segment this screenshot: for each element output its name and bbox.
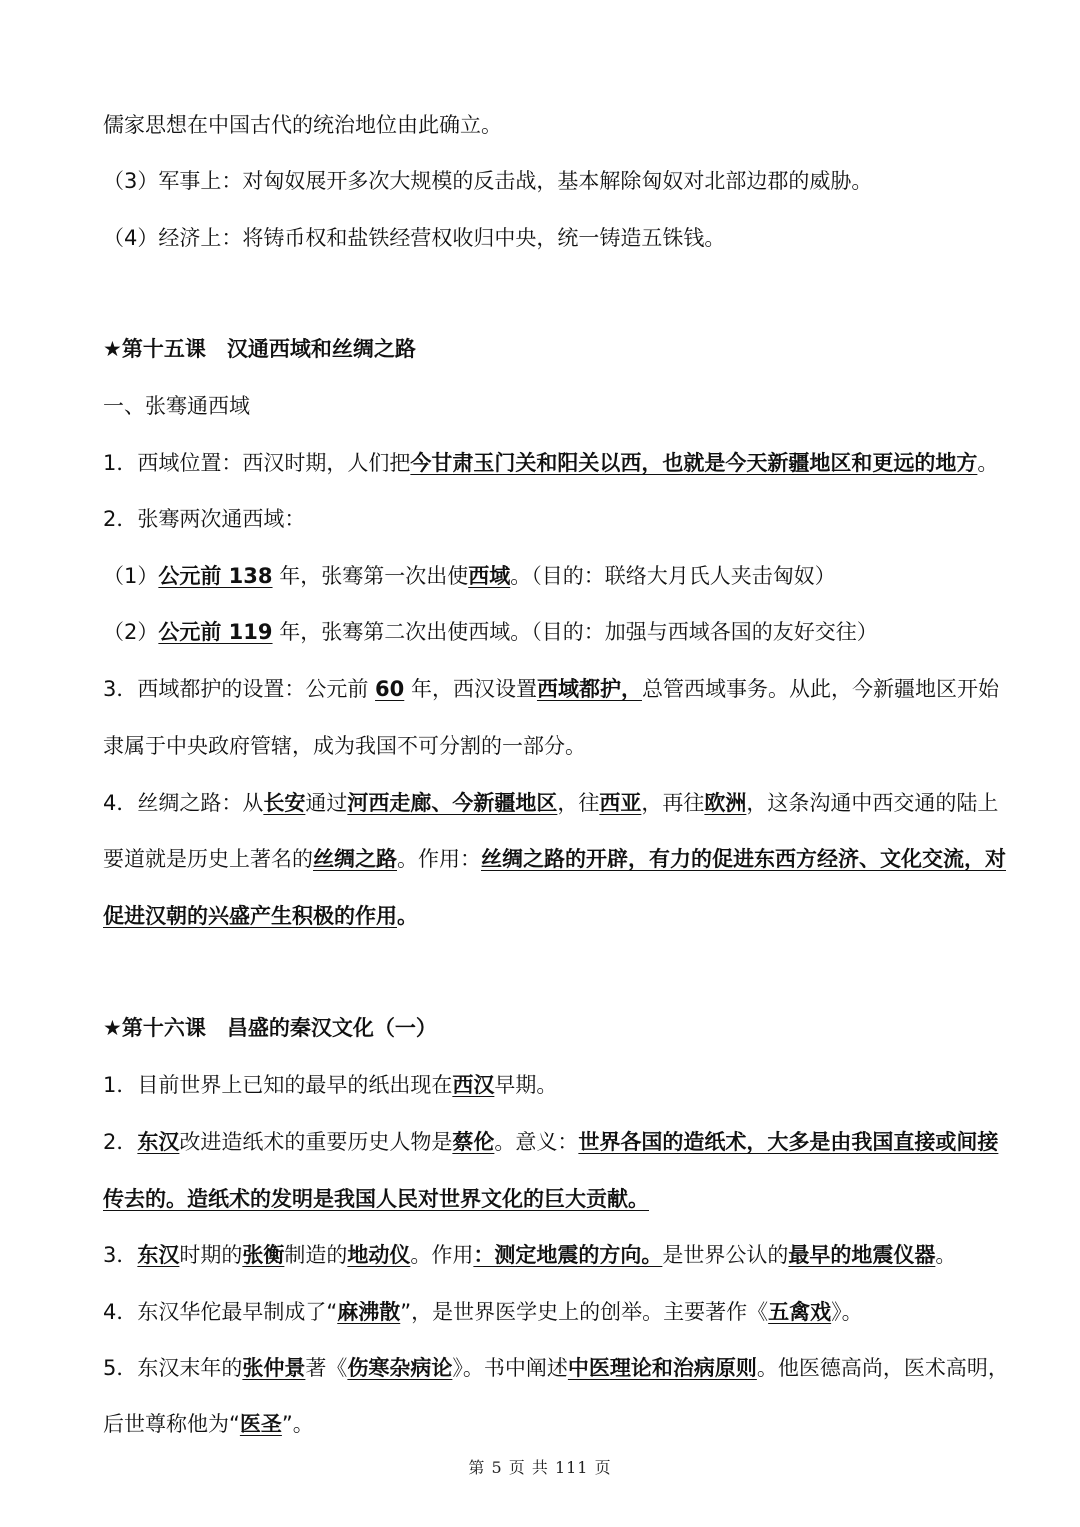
key-point: 张衡: [242, 1243, 285, 1267]
text: 4．东汉华佗最早制成了“: [103, 1300, 338, 1324]
key-point: 伤寒杂病论: [347, 1356, 453, 1380]
paragraph: [103, 448, 1040, 478]
paragraph: 隶属于中央政府管辖，成为我国不可分割的一部分。: [103, 734, 586, 758]
key-point: 西域: [468, 564, 511, 588]
key-point: 丝绸之路的开辟，有力的促进东西方经济、文化交流，对: [481, 847, 1006, 871]
text: 。: [977, 451, 999, 475]
text: （1）: [103, 564, 159, 588]
paragraph: [103, 674, 1040, 704]
key-point: 张仲景: [242, 1356, 306, 1380]
text: ”，是世界医学史上的创举。主要著作《: [400, 1300, 769, 1324]
key-point: 西域都护，: [536, 677, 642, 701]
text: 要道就是历史上著名的: [103, 847, 313, 871]
text: 总管西域事务。从此，今新疆地区开始: [641, 677, 999, 701]
key-point: 医圣: [239, 1412, 282, 1436]
text: 改进造纸术的重要历史人物是: [179, 1130, 453, 1154]
text: 。作用: [410, 1243, 474, 1267]
key-point: 丝绸之路: [313, 847, 397, 871]
paragraph: （3）军事上：对匈奴展开多次大规模的反击战，基本解除匈奴对北部边郡的威胁。: [103, 169, 873, 193]
text: 》。: [831, 1300, 863, 1324]
text: 年，张骞第二次出使西域。（目的：加强与西域各国的友好交往）: [272, 620, 878, 644]
text: 后世尊称他为“: [103, 1412, 240, 1436]
key-point: 公元前 119: [158, 620, 273, 644]
text: 著《: [305, 1356, 348, 1380]
text: 通过: [305, 791, 348, 815]
text: 时期的: [179, 1243, 243, 1267]
text: ，再往: [641, 791, 705, 815]
paragraph: [103, 561, 1040, 591]
key-point: 欧洲: [704, 791, 747, 815]
key-point: ：测定地震的方向。: [473, 1243, 663, 1267]
key-point: 东汉: [137, 1243, 180, 1267]
paragraph: [103, 788, 1040, 818]
key-point: 蔡伦: [452, 1130, 495, 1154]
text: 。: [935, 1243, 957, 1267]
key-point: 公元前 138: [158, 564, 273, 588]
key-point: 最早的地震仪器: [788, 1243, 936, 1267]
key-point: 西汉: [452, 1073, 495, 1097]
text: 》。书中阐述: [452, 1356, 568, 1380]
page-number-footer: 第 5 页 共 111 页: [468, 1458, 612, 1477]
paragraph: [103, 1353, 1040, 1383]
lesson-15-title: ★第十五课 汉通西域和丝绸之路: [103, 337, 416, 361]
text: （2）: [103, 620, 159, 644]
key-point: 60: [375, 677, 405, 701]
text: 4．丝绸之路：从: [103, 791, 264, 815]
key-point: 麻沸散: [337, 1300, 401, 1324]
text: 2．: [103, 1130, 138, 1154]
key-point: 中医理论和治病原则: [567, 1356, 757, 1380]
paragraph: [103, 1409, 1040, 1439]
paragraph: [103, 1240, 1040, 1270]
text: 。他医德高尚，医术高明，: [756, 1356, 1009, 1380]
key-point: 河西走廊、今新疆地区: [347, 791, 558, 815]
text: ”。: [281, 1412, 314, 1436]
paragraph: [103, 1127, 1040, 1157]
text: 1．西域位置：西汉时期，人们把: [103, 451, 411, 475]
key-point: 西亚: [599, 791, 642, 815]
key-point: 长安: [263, 791, 306, 815]
paragraph: [103, 1070, 1040, 1100]
text: 5．东汉末年的: [103, 1356, 243, 1380]
section-heading: 一、张骞通西域: [103, 394, 250, 418]
key-point: 传去的。造纸术的发明是我国人民对世界文化的巨大贡献。: [103, 1187, 649, 1211]
paragraph: [103, 901, 1040, 931]
key-point: 今甘肃玉门关和阳关以西，也就是今天新疆地区和更远的地方: [410, 451, 978, 475]
key-point: 地动仪: [347, 1243, 411, 1267]
text: 3．西域都护的设置：公元前: [103, 677, 376, 701]
lesson-16-title: ★第十六课 昌盛的秦汉文化（一）: [103, 1016, 437, 1040]
key-point: 促进汉朝的兴盛产生积极的作用: [103, 904, 397, 928]
paragraph: 儒家思想在中国古代的统治地位由此确立。: [103, 113, 502, 137]
text: 。（目的：联络大月氏人夹击匈奴）: [510, 564, 836, 588]
key-point: 五禽戏: [768, 1300, 832, 1324]
text: 。: [397, 904, 418, 928]
text: 早期。: [494, 1073, 558, 1097]
paragraph: [103, 1297, 1040, 1327]
text: 年，西汉设置: [404, 677, 537, 701]
text: 是世界公认的: [662, 1243, 789, 1267]
text: ，这条沟通中西交通的陆上: [746, 791, 999, 815]
text: ，往: [557, 791, 600, 815]
text: 1．目前世界上已知的最早的纸出现在: [103, 1073, 453, 1097]
text: 。作用：: [397, 847, 481, 871]
key-point: 东汉: [137, 1130, 180, 1154]
paragraph: （4）经济上：将铸币权和盐铁经营权收归中央，统一铸造五铢钱。: [103, 226, 726, 250]
paragraph: [103, 844, 1040, 874]
text: 制造的: [284, 1243, 348, 1267]
paragraph: [103, 1184, 1040, 1214]
text: 年，张骞第一次出使: [272, 564, 469, 588]
paragraph: [103, 617, 1040, 647]
key-point: 世界各国的造纸术，大多是由我国直接或间接: [578, 1130, 999, 1154]
text: 3．: [103, 1243, 138, 1267]
text: 。意义：: [494, 1130, 579, 1154]
paragraph: 2．张骞两次通西域：: [103, 507, 306, 531]
